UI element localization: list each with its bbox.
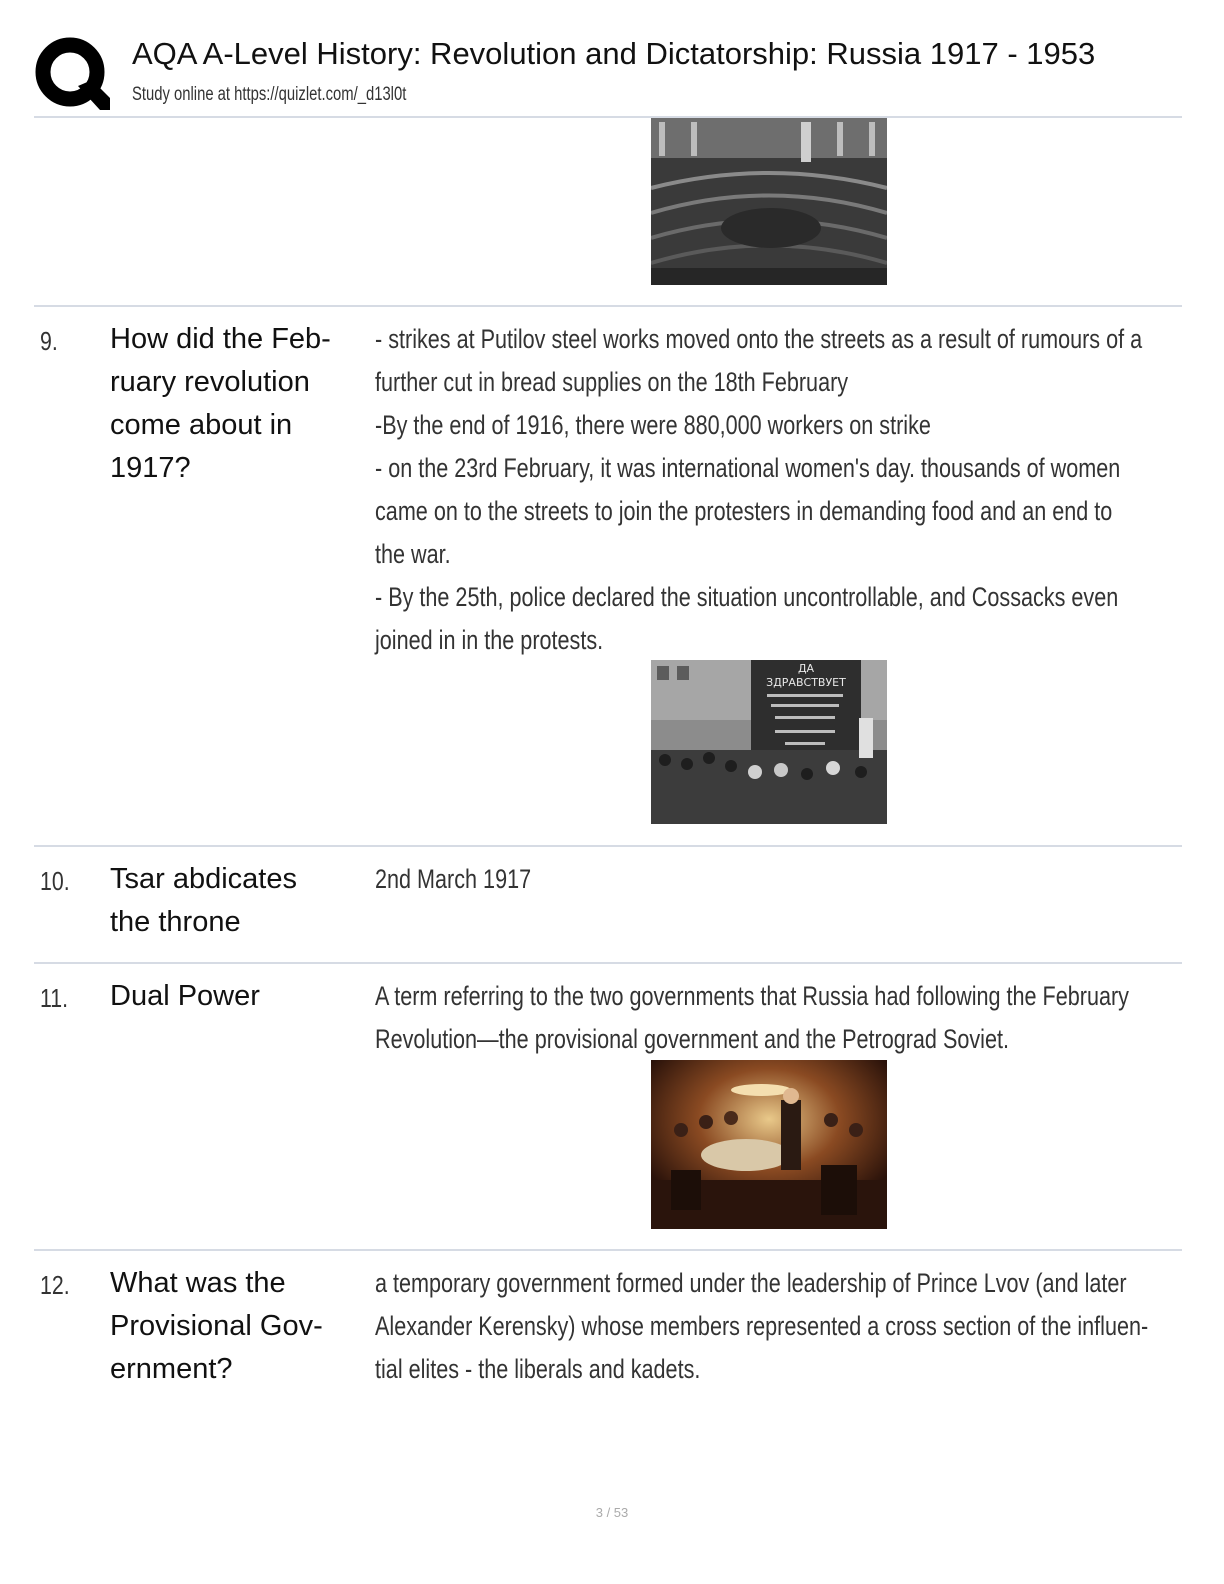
divider (34, 962, 1182, 964)
divider (34, 1249, 1182, 1251)
duma-chamber-photo (651, 118, 887, 285)
card-definition: a temporary government formed under the leadership of Prince Lvov (and later Alexander Kerensky) whose members represented a cross section of the influen- tial elites - the liberals and kadets. (375, 1268, 1149, 1384)
card-number: 9. (40, 326, 58, 356)
quizlet-logo-icon[interactable] (34, 36, 110, 112)
card-number: 10. (40, 866, 70, 896)
svg-text:ЗДРАВСТВУЕТ: ЗДРАВСТВУЕТ (766, 676, 846, 689)
page-header (34, 34, 1184, 116)
divider (34, 116, 1182, 118)
card-definition: 2nd March 1917 (375, 864, 532, 894)
svg-text:ДА: ДА (797, 662, 815, 675)
card-number: 12. (40, 1270, 70, 1300)
page-title: AQA A-Level History: Revolution and Dictatorship: Russia 1917 - 1953 (132, 36, 1096, 71)
card-definition: - strikes at Putilov steel works moved onto the streets as a result of rumours of a further cut in bread supplies on the 18th February -By the end of 1916, there were 880,000 workers on strike - on the 23rd February, it was international women's day. thousands of women came on to the streets to join the protesters in demanding food and an end to the war. - By the 25th, police declared the situation uncontrollable, and Cossacks even joined in in the protests. (375, 324, 1143, 655)
card-definition: A term referring to the two governments that Russia had following the February Revolution—the provisional government and the Petrograd Soviet. (375, 981, 1129, 1054)
study-online-link[interactable]: Study online at https://quizlet.com/_d13l0t (132, 84, 407, 105)
page-number: 3 / 53 (595, 1505, 629, 1520)
card-term: What was the Provisional Gov- ernment? (110, 1267, 323, 1385)
february-protest-photo (651, 660, 887, 824)
card-term: How did the Feb- ruary revolution come about in 1917? (110, 323, 331, 484)
card-term: Tsar abdicates the throne (110, 863, 297, 938)
divider (34, 305, 1182, 307)
divider (34, 845, 1182, 847)
dual-power-painting (651, 1060, 887, 1229)
card-term: Dual Power (110, 980, 260, 1012)
card-number: 11. (40, 983, 69, 1013)
